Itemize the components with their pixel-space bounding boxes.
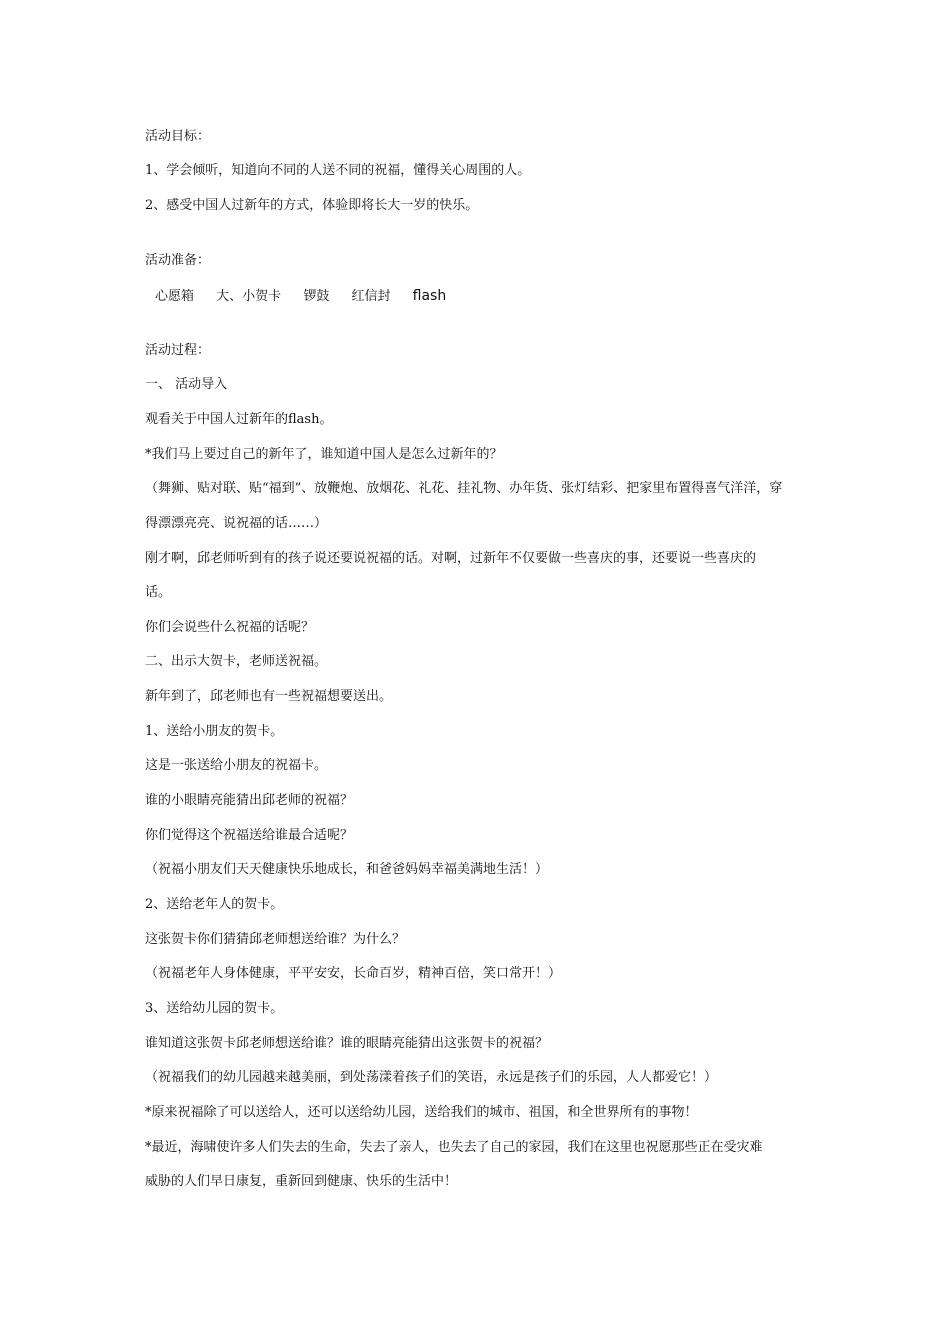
process-line: 1、送给小朋友的贺卡。 bbox=[145, 724, 284, 739]
process-line: 3、送给幼儿园的贺卡。 bbox=[145, 1001, 284, 1016]
process-line: *最近，海啸使许多人们失去的生命，失去了亲人，也失去了自己的家园，我们在这里也祝愿那些正在受灾难 bbox=[145, 1140, 763, 1155]
process-line: 2、送给老年人的贺卡。 bbox=[145, 897, 284, 912]
prep-item: 锣鼓 bbox=[303, 289, 330, 304]
process-heading: 活动过程： bbox=[145, 343, 211, 358]
process-line: 你们会说些什么祝福的话呢？ bbox=[145, 620, 315, 635]
process-line: （祝福小朋友们天天健康快乐地成长，和爸爸妈妈幸福美满地生活！） bbox=[145, 862, 549, 877]
prep-item: 红信封 bbox=[351, 289, 391, 304]
process-line: 得漂漂亮亮、说祝福的话……） bbox=[145, 516, 328, 531]
process-line: 话。 bbox=[145, 585, 172, 600]
goals-heading: 活动目标： bbox=[145, 129, 211, 144]
process-line: 刚才啊，邱老师听到有的孩子说还要说祝福的话。对啊，过新年不仅要做一些喜庆的事，还要说一些喜庆的 bbox=[145, 551, 757, 566]
process-line: 观看关于中国人过新年的flash。 bbox=[145, 412, 333, 427]
process-line: 这张贺卡你们猜猜邱老师想送给谁？为什么？ bbox=[145, 932, 406, 947]
section-heading: 一、 活动导入 bbox=[145, 377, 228, 392]
goal-item-2: 2、感受中国人过新年的方式，体验即将长大一岁的快乐。 bbox=[145, 198, 479, 213]
process-line: 这是一张送给小朋友的祝福卡。 bbox=[145, 758, 328, 773]
section-heading: 二、出示大贺卡，老师送祝福。 bbox=[145, 654, 328, 669]
process-line: 你们觉得这个祝福送给谁最合适呢？ bbox=[145, 828, 354, 843]
preparation-heading: 活动准备： bbox=[145, 253, 211, 268]
prep-item: flash bbox=[412, 288, 447, 304]
process-line: *原来祝福除了可以送给人，还可以送给幼儿园，送给我们的城市、祖国，和全世界所有的事物！ bbox=[145, 1105, 698, 1120]
prep-item: 大、小贺卡 bbox=[216, 289, 282, 304]
preparation-items bbox=[155, 287, 464, 306]
process-line: *我们马上要过自己的新年了，谁知道中国人是怎么过新年的？ bbox=[145, 447, 503, 462]
process-line: （舞狮、贴对联、贴“福到”、放鞭炮、放烟花、礼花、挂礼物、办年货、张灯结彩、把家里布置得喜气洋洋，穿 bbox=[145, 481, 783, 496]
prep-item: 心愿箱 bbox=[155, 289, 195, 304]
process-line: （祝福我们的幼儿园越来越美丽，到处荡漾着孩子们的笑语，永远是孩子们的乐园，人人都爱它！） bbox=[145, 1070, 718, 1085]
goal-item-1: 1、学会倾听，知道向不同的人送不同的祝福，懂得关心周围的人。 bbox=[145, 163, 531, 178]
process-line: 新年到了，邱老师也有一些祝福想要送出。 bbox=[145, 689, 393, 704]
process-line: 威胁的人们早日康复，重新回到健康、快乐的生活中！ bbox=[145, 1174, 458, 1189]
process-line: （祝福老年人身体健康，平平安安，长命百岁，精神百倍，笑口常开！） bbox=[145, 966, 562, 981]
process-line: 谁知道这张贺卡邱老师想送给谁？谁的眼睛亮能猜出这张贺卡的祝福？ bbox=[145, 1036, 549, 1051]
process-line: 谁的小眼睛亮能猜出邱老师的祝福？ bbox=[145, 793, 354, 808]
